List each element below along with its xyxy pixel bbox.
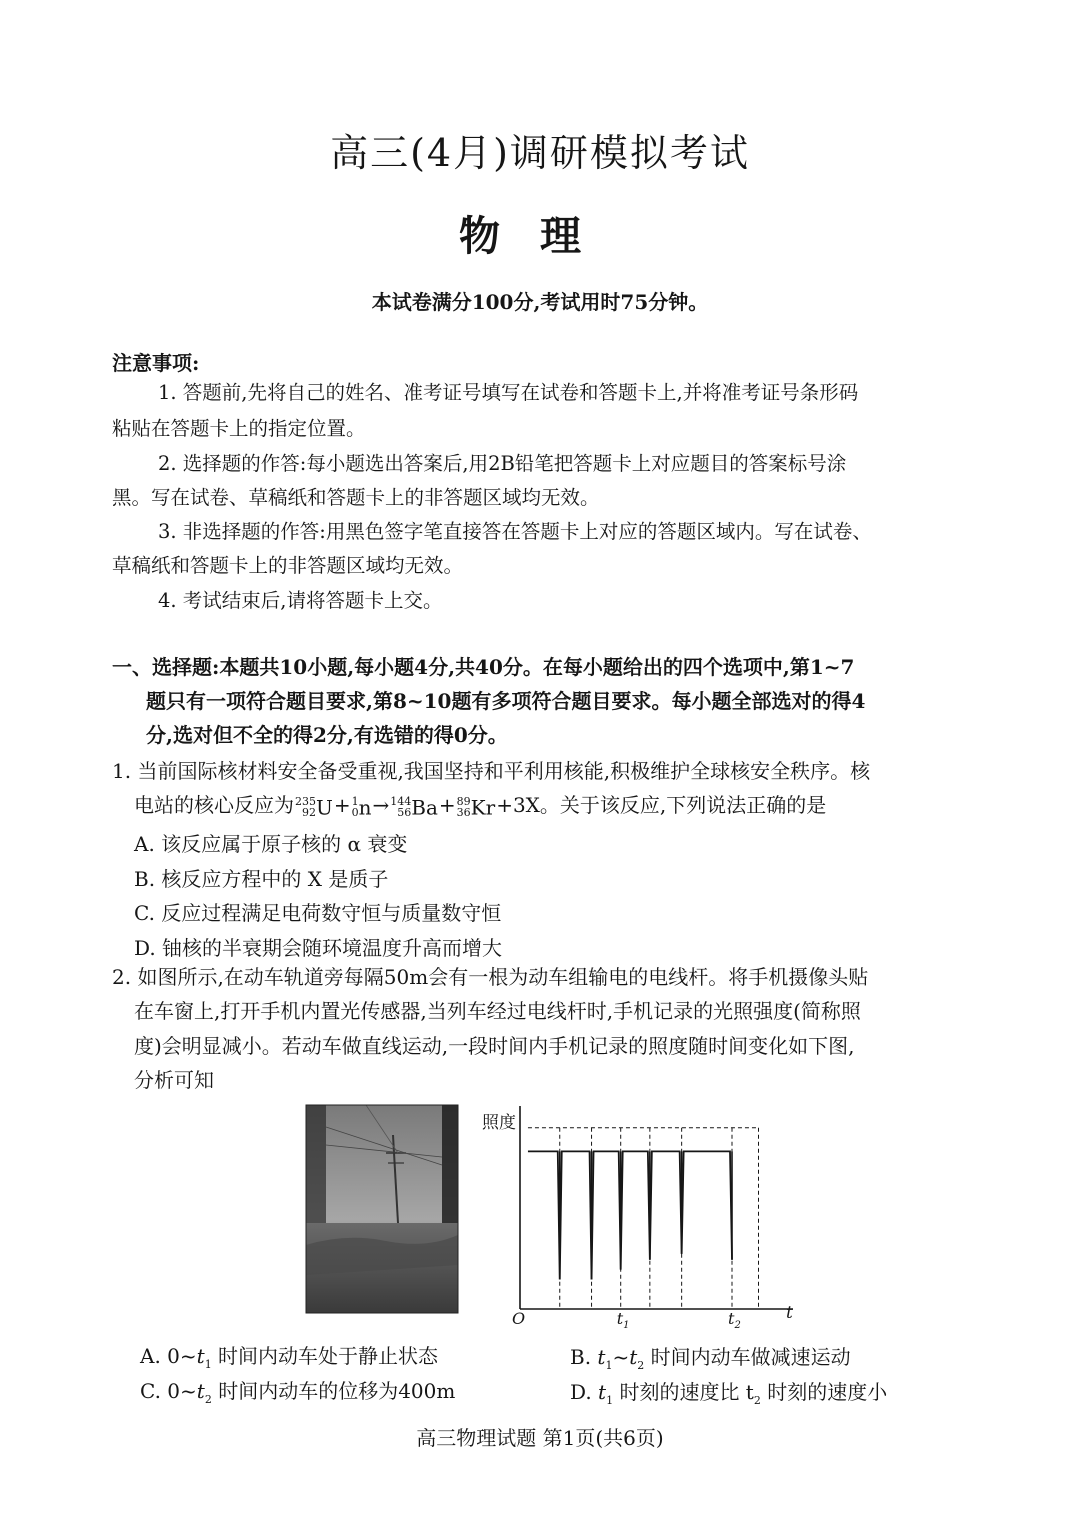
nuclide-u: 235 92U [295, 795, 333, 820]
illuminance-curve [528, 1151, 732, 1279]
q2-stem: 分析可知 [134, 1068, 214, 1092]
q1-option-a: A. 该反应属于原子核的 α 衰变 [134, 832, 408, 856]
exam-title: 高三(4月)调研模拟考试 [330, 131, 750, 175]
chart-xlabel: t [786, 1303, 793, 1323]
q1-equation-line: 电站的核心反应为235 92U+1 0n→144 56Ba+89 36Kr+3X。关于该反应,下列说法正确的是 [134, 790, 826, 822]
chart-origin-label: O [512, 1309, 526, 1328]
nuclide-kr: 89 36Kr [456, 795, 496, 820]
notice-line: 3. 非选择题的作答:用黑色签字笔直接答在答题卡上对应的答题区域内。写在试卷、 [158, 520, 872, 543]
chart-tick-label: $t_1$ [616, 1309, 630, 1331]
section-instructions: 一、选择题:本题共10小题,每小题4分,共40分。在每小题给出的四个选项中,第1~7 [112, 655, 855, 679]
page-footer: 高三物理试题 第1页(共6页) [416, 1426, 664, 1450]
subject-title: 物理 [459, 212, 621, 260]
nuclide-n: 1 0n [351, 795, 372, 820]
illuminance-chart [482, 1100, 800, 1332]
nuclide-ba: 144 56Ba [390, 795, 438, 820]
q2-option-d: D. $t_1$ 时刻的速度比 $t_2$ 时刻的速度小 [570, 1380, 888, 1407]
q2-stem: 在车窗上,打开手机内置光传感器,当列车经过电线杆时,手机记录的光照强度(简称照 [134, 999, 861, 1023]
train-window-photo [306, 1105, 458, 1313]
q2-option-c: C. $0\sim t_2$ 时间内动车的位移为400m [140, 1379, 456, 1406]
notice-line: 黑。写在试卷、草稿纸和答题卡上的非答题区域均无效。 [112, 486, 600, 509]
notice-line: 草稿纸和答题卡上的非答题区域均无效。 [112, 554, 464, 577]
q1-stem: 1. 当前国际核材料安全备受重视,我国坚持和平利用核能,积极维护全球核安全秩序。核 [112, 759, 871, 783]
q1-option-d: D. 铀核的半衰期会随环境温度升高而增大 [134, 936, 503, 960]
chart-ylabel: 照度 [482, 1113, 516, 1133]
section-instructions: 题只有一项符合题目要求,第8~10题有多项符合题目要求。每小题全部选对的得4 [146, 689, 866, 713]
q1-stem-part: 电站的核心反应为 [134, 793, 294, 817]
notice-line: 1. 答题前,先将自己的姓名、准考证号填写在试卷和答题卡上,并将准考证号条形码 [158, 381, 859, 404]
notice-line: 4. 考试结束后,请将答题卡上交。 [158, 589, 443, 612]
q1-option-c: C. 反应过程满足电荷数守恒与质量数守恒 [134, 901, 502, 925]
chart-tick-label: $t_2$ [728, 1309, 741, 1331]
q2-stem: 2. 如图所示,在动车轨道旁每隔50m会有一根为动车组输电的电线杆。将手机摄像头贴 [112, 965, 869, 989]
notice-line: 粘贴在答题卡上的指定位置。 [112, 417, 366, 440]
q1-option-b: B. 核反应方程中的 X 是质子 [134, 867, 389, 891]
notice-line: 2. 选择题的作答:每小题选出答案后,用2B铅笔把答题卡上对应题目的答案标号涂 [158, 452, 847, 475]
notice-title: 注意事项: [112, 351, 200, 375]
exam-info: 本试卷满分100分,考试用时75分钟。 [371, 290, 709, 314]
q2-option-a: A. $0\sim t_1$ 时间内动车处于静止状态 [140, 1344, 439, 1371]
q2-stem: 度)会明显减小。若动车做直线运动,一段时间内手机记录的照度随时间变化如下图, [134, 1034, 855, 1058]
q2-option-b: B. $t_1\sim t_2$ 时间内动车做减速运动 [570, 1345, 851, 1372]
section-instructions: 分,选对但不全的得2分,有选错的得0分。 [146, 723, 508, 747]
